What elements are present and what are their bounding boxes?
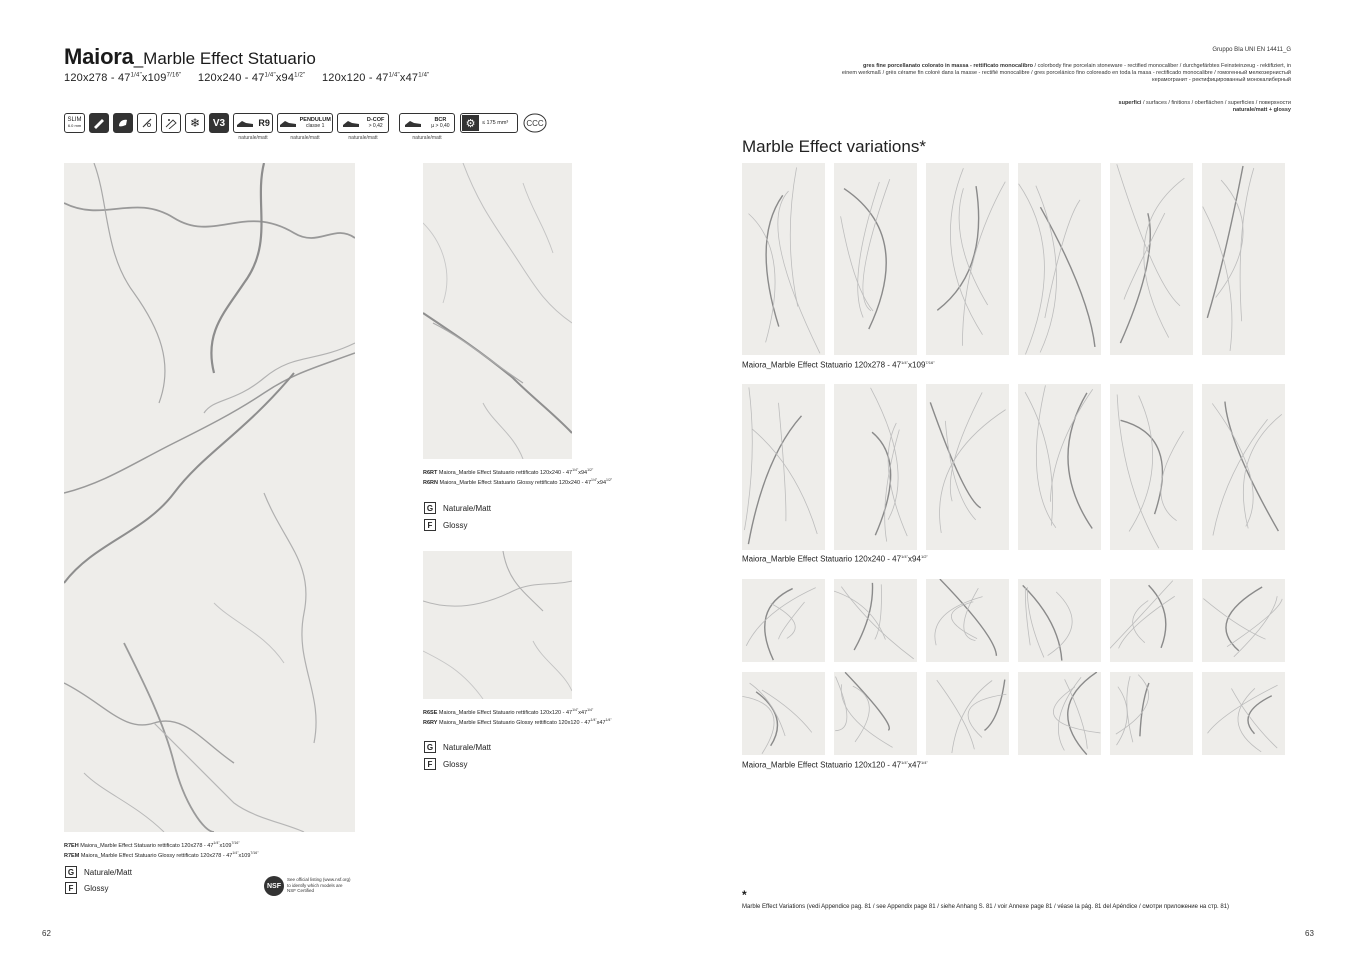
size-item: $120x240 - 47^{1/4"}x94^{1/2"}$ [197,72,306,84]
tile-120x240-image [423,163,572,459]
surfaces-description: superfici / surfaces / finitions / oberflächen / superficies / поверхности naturale/matt + glossy [1118,100,1291,113]
footnote-text: Marble Effect Variations (vedi Appendice pag. 81 / see Appendix page 81 / siehe Anhang S. 81 / voir Annexe page 81 / véase la pág. 81 del Apéndice / смотри приложение на стр. 81) [742,904,1230,910]
variation-tile [1110,672,1193,755]
variation-tile [742,384,825,550]
tile-120x120-caption [423,707,612,727]
size-list [64,72,430,84]
product-title [64,44,316,70]
caption-line: R6RT Maiora_Marble Effect Statuario rettificato $120x240 - 47^{1/4"}x94^{1/2"}$ [423,468,594,476]
variation-tile [1202,672,1285,755]
variation-tile [742,579,825,662]
shoe-pendulum-icon: PENDULUM classe 1 [277,113,333,133]
svg-text:CCC: CCC [526,119,544,128]
variations-grid-120x120-row1 [742,579,1287,662]
variation-tile [926,163,1009,355]
finish-g-badge: G [424,502,436,514]
variations-grid-120x120-row2 [742,672,1287,755]
finish-glossy-row [424,519,467,531]
finish-naturale-row [424,741,491,753]
page-number-right: 63 [1305,929,1314,938]
finish-label: Naturale/Matt [84,867,133,877]
variations-grid-120x278 [742,163,1287,355]
icon-label-bcr: naturale/matt [412,135,442,141]
shoe-dcof-icon: D-COF > 0,42 [337,113,389,133]
standard-label: Gruppo BIa UNI EN 14411_G [1212,47,1291,53]
material-description: gres fine porcellanato colorato in massa - rettificato monocalibro / colorbody fine porcelain stoneware - rectified monocaliber / durchgefärbtes Feinsteinzeug - rektifiziert, in einem werkmaß / grès cérame fin coloré dans la masse - rectifié monocalibre / gres porcelánico fino coloreado en toda la masa - rectificado monocalibre / гомогенный мелкозернистый керамогранит - ректифицированный монокалиберный [841,63,1291,83]
variation-tile [1018,384,1101,550]
variation-tile [1202,384,1285,550]
stain-resistant-icon [137,113,157,133]
abrasion-resistance-icon: ⚙ ≤ 175 mm³ [460,113,518,133]
finish-glossy-row [65,882,108,894]
large-tile-image [64,163,355,832]
caption-line: R6RY Maiora_Marble Effect Statuario Glossy rettificato $120x120 - 47^{1/4"}x47^{1/4"}$ [423,717,612,726]
finish-naturale-row [424,502,491,514]
variation-tile [1202,579,1285,662]
shoe-bcr-icon: BCR µ > 0,40 [399,113,455,133]
size-item: $120x120 - 47^{1/4"}x47^{1/4"}$ [321,72,430,84]
variation-tile [742,672,825,755]
icon-label-r9: naturale/matt [238,135,268,141]
caption-line: R7EM Maiora_Marble Effect Statuario Glossy rettificato $120x278 - 47^{1/4"}x109^{7/16"}$ [64,850,259,859]
caption-line: R7EH Maiora_Marble Effect Statuario rettificato $120x278 - 47^{1/4"}x109^{7/16"}$ [64,841,240,849]
wall-tile-icon [89,113,109,133]
shoe-r9-icon: R9 [233,113,273,133]
footnote-star: * [742,888,747,902]
finish-label: Glossy [443,520,468,530]
nsf-logo: NSF [264,876,284,896]
finish-naturale-row [65,866,132,878]
slim-thickness-icon: SLIM 6.0 mm [64,113,85,133]
frost-resistant-icon: ❄ [185,113,205,133]
finish-label: Naturale/Matt [443,742,492,752]
finish-f-badge: F [424,519,436,531]
chemical-resistant-icon [161,113,181,133]
large-tile-caption [64,840,258,860]
floor-tile-icon [113,113,133,133]
variations-caption-120x240: Maiora_Marble Effect Statuario $120x240 - 47^{1/4"}x94^{1/2"}$ [742,554,928,564]
icon-label-dcof: naturale/matt [348,135,378,141]
variation-tile [926,579,1009,662]
variation-tile [834,384,917,550]
caption-line: R6RN Maiora_Marble Effect Statuario Glossy rettificato $120x240 - 47^{1/4"}x94^{1/2"}$ [423,477,613,486]
gear-icon: ⚙ [462,115,479,131]
finish-label: Naturale/Matt [443,503,492,513]
variations-title: Marble Effect variations* [742,137,926,156]
finish-label: Glossy [84,883,109,893]
size-item: $120x278 - 47^{1/4"}x109^{7/16"}$ [64,72,182,84]
variation-tile [926,672,1009,755]
icon-label-pendulum: naturale/matt [290,135,320,141]
variation-tile [926,384,1009,550]
finish-g-badge: G [65,866,77,878]
variation-tile [1018,163,1101,355]
page-number-left: 62 [42,929,51,938]
variation-tile [1018,672,1101,755]
product-subtitle: _Marble Effect Statuario [133,49,316,68]
finish-f-badge: F [65,882,77,894]
variation-tile [1110,384,1193,550]
variation-tile [834,163,917,355]
variations-grid-120x240 [742,384,1287,550]
variation-tile [1202,163,1285,355]
variation-tile [1018,579,1101,662]
finish-glossy-row [424,758,467,770]
variation-tile [742,163,825,355]
tile-120x120-image [423,551,572,699]
variations-caption-120x278: Maiora_Marble Effect Statuario $120x278 - 47^{1/4"}x109^{7/16"}$ [742,360,935,370]
finish-g-badge: G [424,741,436,753]
variation-tile [1110,579,1193,662]
variation-tile [834,579,917,662]
brand-name: Maiora [64,44,134,69]
ccc-certification-icon [523,113,547,133]
finish-label: Glossy [443,759,468,769]
nsf-note: See official listing (www.nsf.org) to identify which models are NSF Certified [287,877,351,893]
v3-shade-variation-icon: V3 [209,113,229,133]
caption-line: R6SE Maiora_Marble Effect Statuario rettificato $120x120 - 47^{1/4"}x47^{1/4"}$ [423,708,594,716]
variation-tile [1110,163,1193,355]
tile-120x240-caption [423,467,612,487]
variations-caption-120x120: Maiora_Marble Effect Statuario $120x120 - 47^{1/4"}x47^{1/4"}$ [742,760,928,770]
finish-f-badge: F [424,758,436,770]
variation-tile [834,672,917,755]
